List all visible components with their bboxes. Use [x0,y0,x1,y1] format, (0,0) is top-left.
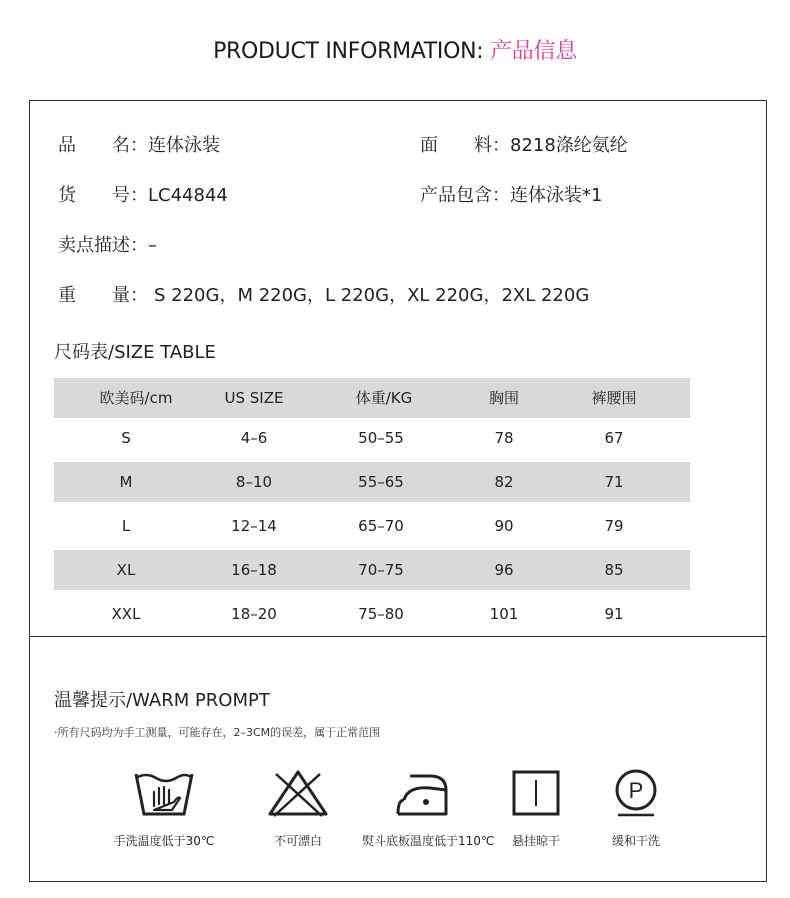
product-contents [420,181,602,207]
cell-weight: 70–75 [358,561,404,579]
page-title [0,34,790,65]
care-item-dry-clean [576,768,696,849]
care-label: 熨斗底板温度低于110℃ [362,834,495,848]
product-fabric [420,131,628,157]
care-item-hand-wash [104,768,224,849]
header-bust: 胸围 [488,389,519,407]
cell-eu: S [121,429,131,447]
cell-bust: 96 [494,561,514,579]
iron-low-icon [390,768,454,818]
care-item-no-bleach [238,768,358,849]
cell-eu: XXL [111,605,141,623]
table-row [54,462,690,502]
cell-weight: 55–65 [358,473,404,491]
cell-eu: L [121,517,131,535]
fabric-label: 面 料： [420,135,510,156]
table-row [54,506,690,546]
weight-value: S 220G，M 220G，L 220G，XL 220G，2XL 220G [154,285,590,306]
care-label: 不可漂白 [273,834,322,848]
sku-label: 货 号： [58,185,148,206]
do-not-bleach-icon [266,768,330,818]
hang-dry-icon [504,768,568,818]
selling-points [58,231,157,257]
gentle-dry-clean-icon [604,768,668,818]
care-label: 缓和干洗 [611,834,660,848]
sku-value: LC44844 [148,185,228,206]
cell-waist: 91 [604,605,624,623]
care-label: 手洗温度低于30℃ [113,834,215,848]
header-eu-size: 欧美码/cm [99,389,173,407]
size-table-title: 尺码表/SIZE TABLE [54,342,216,363]
cell-bust: 82 [494,473,514,491]
cell-bust: 78 [494,429,514,447]
selling-value: – [148,235,157,256]
selling-label: 卖点描述： [58,235,148,256]
cell-us: 12–14 [231,517,277,535]
header-waist: 裤腰围 [591,389,637,407]
product-name-value: 连体泳装 [148,135,220,156]
warm-prompt-title: 温馨提示/WARM PROMPT [54,690,270,711]
cell-us: 18–20 [231,605,277,623]
table-row [54,418,690,458]
product-weight [58,281,589,307]
cell-weight: 75–80 [358,605,404,623]
svg-text:P: P [628,778,644,803]
table-row [54,594,690,634]
contents-label: 产品包含： [420,185,510,206]
header-us-size: US SIZE [224,389,284,407]
title-english: PRODUCT INFORMATION: [213,39,484,64]
hand-wash-icon [132,768,196,818]
cell-waist: 67 [604,429,624,447]
cell-weight: 50–55 [358,429,404,447]
cell-waist: 71 [604,473,624,491]
fabric-value: 8218涤纶氨纶 [510,135,628,156]
warm-prompt-note: ·所有尺码均为手工测量，可能存在，2–3CM的误差，属于正常范围 [54,726,381,739]
table-header-row [54,378,690,418]
weight-label: 重 量： [58,285,148,306]
cell-eu: M [119,473,133,491]
cell-waist: 85 [604,561,624,579]
header-weight: 体重/KG [355,389,413,407]
cell-bust: 90 [494,517,514,535]
product-name [58,131,220,157]
cell-eu: XL [116,561,136,579]
product-sku [58,181,228,207]
care-label: 悬挂晾干 [511,834,560,848]
title-chinese: 产品信息 [490,39,577,64]
cell-weight: 65–70 [358,517,404,535]
cell-us: 4–6 [240,429,268,447]
product-name-label: 品 名： [58,135,148,156]
table-row [54,550,690,590]
cell-bust: 101 [489,605,519,623]
care-item-iron [362,768,495,849]
cell-waist: 79 [604,517,624,535]
cell-us: 16–18 [231,561,277,579]
contents-value: 连体泳装*1 [510,185,603,206]
cell-us: 8–10 [235,473,273,491]
